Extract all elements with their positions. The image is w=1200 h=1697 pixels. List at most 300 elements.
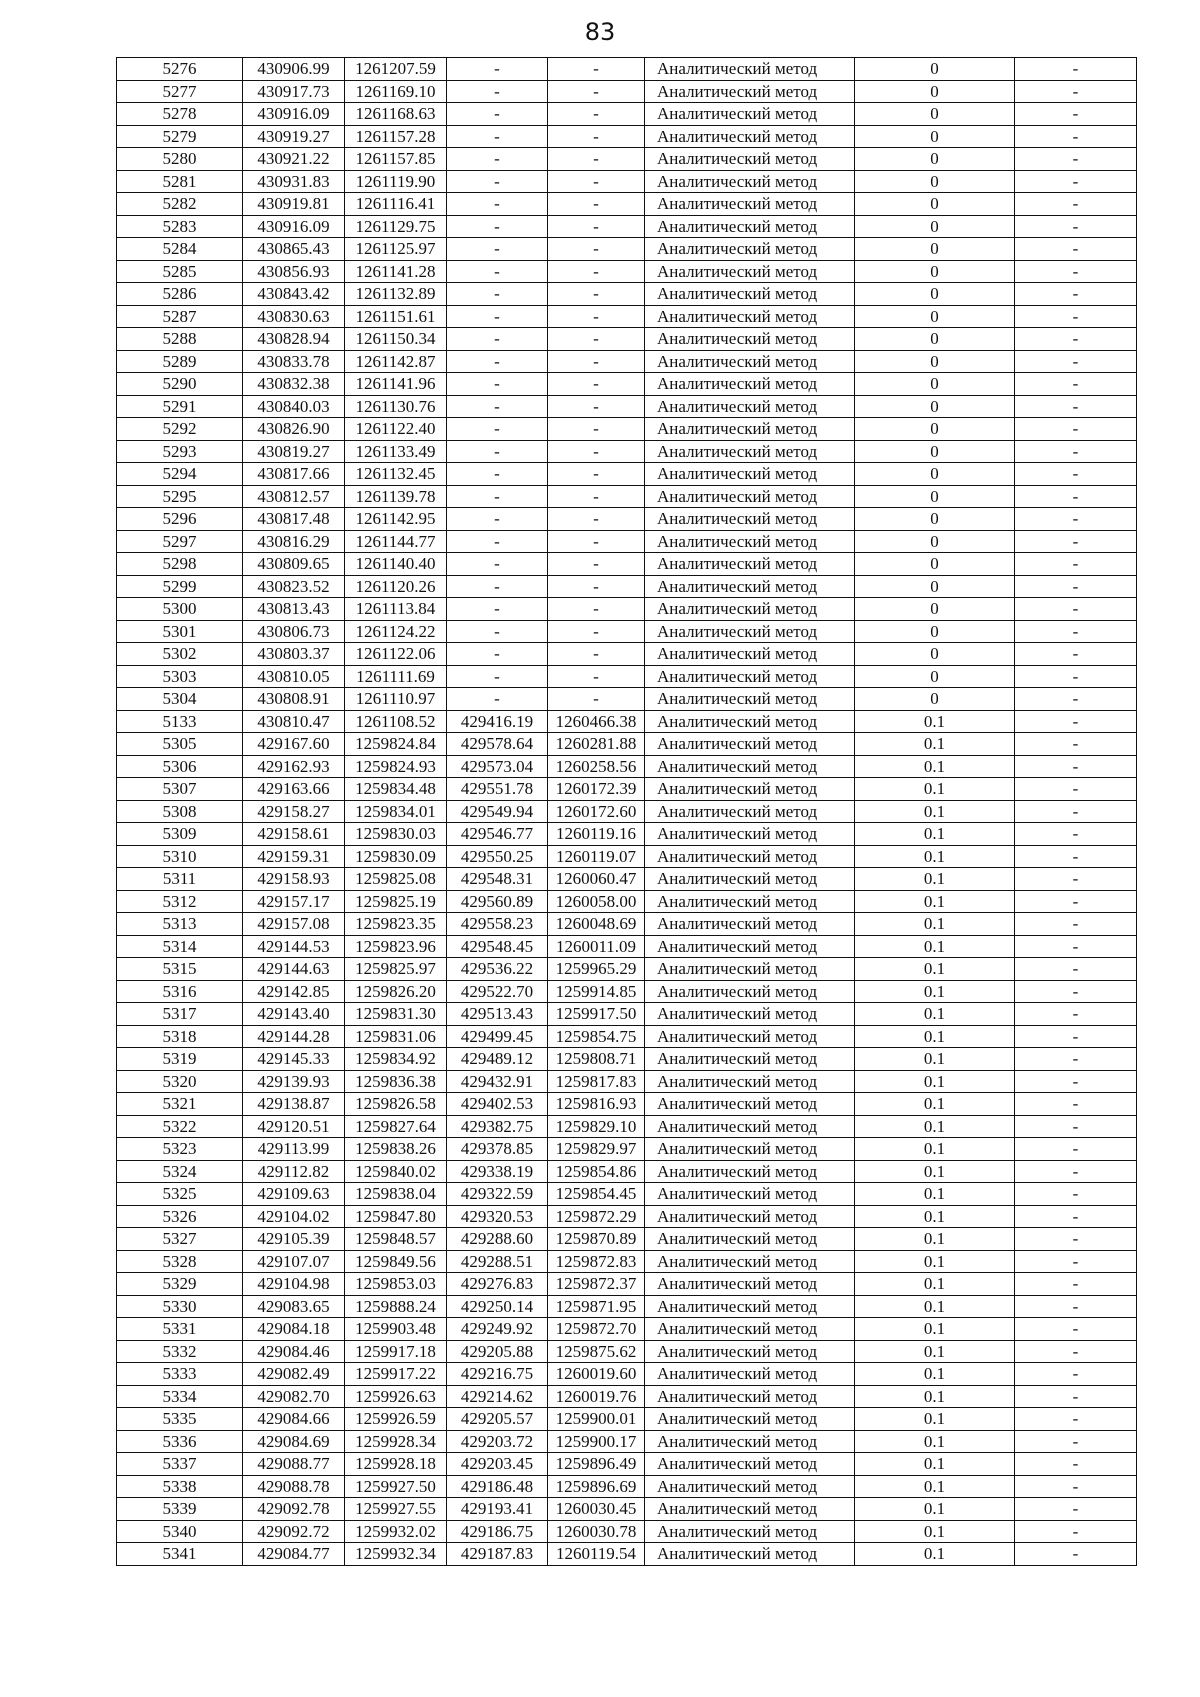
method-cell: Аналитический метод xyxy=(645,283,855,306)
y-coordinate-cell: 1261168.63 xyxy=(345,103,447,126)
y-old-cell: 1260281.88 xyxy=(548,733,645,756)
y-old-cell: 1259854.45 xyxy=(548,1183,645,1206)
error-cell: 0.1 xyxy=(855,1070,1015,1093)
x-old-cell: 429216.75 xyxy=(447,1363,548,1386)
table-row xyxy=(117,260,1137,283)
note-cell: - xyxy=(1015,1430,1137,1453)
x-old-cell: 429378.85 xyxy=(447,1138,548,1161)
y-old-cell: - xyxy=(548,170,645,193)
y-coordinate-cell: 1259838.04 xyxy=(345,1183,447,1206)
x-old-cell: 429338.19 xyxy=(447,1160,548,1183)
y-coordinate-cell: 1259847.80 xyxy=(345,1205,447,1228)
point-number-cell: 5306 xyxy=(117,755,243,778)
x-coordinate-cell: 430826.90 xyxy=(243,418,345,441)
y-coordinate-cell: 1259849.56 xyxy=(345,1250,447,1273)
table-row xyxy=(117,1453,1137,1476)
table-row xyxy=(117,800,1137,823)
point-number-cell: 5297 xyxy=(117,530,243,553)
y-old-cell: 1260119.54 xyxy=(548,1543,645,1566)
point-number-cell: 5335 xyxy=(117,1408,243,1431)
table-row xyxy=(117,845,1137,868)
y-coordinate-cell: 1259834.92 xyxy=(345,1048,447,1071)
x-coordinate-cell: 430865.43 xyxy=(243,238,345,261)
note-cell: - xyxy=(1015,1340,1137,1363)
y-old-cell: - xyxy=(548,395,645,418)
x-coordinate-cell: 429157.17 xyxy=(243,890,345,913)
note-cell: - xyxy=(1015,58,1137,81)
table-row xyxy=(117,1295,1137,1318)
error-cell: 0 xyxy=(855,553,1015,576)
error-cell: 0.1 xyxy=(855,890,1015,913)
note-cell: - xyxy=(1015,1520,1137,1543)
y-old-cell: - xyxy=(548,125,645,148)
table-row xyxy=(117,193,1137,216)
x-coordinate-cell: 430840.03 xyxy=(243,395,345,418)
point-number-cell: 5322 xyxy=(117,1115,243,1138)
x-old-cell: - xyxy=(447,373,548,396)
y-coordinate-cell: 1259834.48 xyxy=(345,778,447,801)
y-coordinate-cell: 1259826.58 xyxy=(345,1093,447,1116)
y-old-cell: - xyxy=(548,553,645,576)
method-cell: Аналитический метод xyxy=(645,1048,855,1071)
method-cell: Аналитический метод xyxy=(645,1453,855,1476)
error-cell: 0.1 xyxy=(855,845,1015,868)
method-cell: Аналитический метод xyxy=(645,485,855,508)
method-cell: Аналитический метод xyxy=(645,1093,855,1116)
note-cell: - xyxy=(1015,350,1137,373)
x-old-cell: - xyxy=(447,418,548,441)
x-old-cell: - xyxy=(447,328,548,351)
note-cell: - xyxy=(1015,890,1137,913)
x-coordinate-cell: 430916.09 xyxy=(243,215,345,238)
error-cell: 0 xyxy=(855,418,1015,441)
y-old-cell: 1259872.37 xyxy=(548,1273,645,1296)
x-coordinate-cell: 429112.82 xyxy=(243,1160,345,1183)
error-cell: 0 xyxy=(855,125,1015,148)
y-coordinate-cell: 1259917.22 xyxy=(345,1363,447,1386)
x-coordinate-cell: 429138.87 xyxy=(243,1093,345,1116)
x-old-cell: 429249.92 xyxy=(447,1318,548,1341)
table-row xyxy=(117,1025,1137,1048)
y-coordinate-cell: 1259825.08 xyxy=(345,868,447,891)
point-number-cell: 5133 xyxy=(117,710,243,733)
x-old-cell: 429288.51 xyxy=(447,1250,548,1273)
error-cell: 0 xyxy=(855,350,1015,373)
note-cell: - xyxy=(1015,1408,1137,1431)
x-old-cell: - xyxy=(447,665,548,688)
y-old-cell: 1259872.70 xyxy=(548,1318,645,1341)
note-cell: - xyxy=(1015,665,1137,688)
x-old-cell: 429560.89 xyxy=(447,890,548,913)
error-cell: 0.1 xyxy=(855,1115,1015,1138)
x-old-cell: 429187.83 xyxy=(447,1543,548,1566)
x-old-cell: 429499.45 xyxy=(447,1025,548,1048)
y-coordinate-cell: 1259825.19 xyxy=(345,890,447,913)
note-cell: - xyxy=(1015,643,1137,666)
x-coordinate-cell: 430819.27 xyxy=(243,440,345,463)
y-old-cell: - xyxy=(548,193,645,216)
note-cell: - xyxy=(1015,1543,1137,1566)
point-number-cell: 5294 xyxy=(117,463,243,486)
x-coordinate-cell: 429107.07 xyxy=(243,1250,345,1273)
table-row xyxy=(117,665,1137,688)
x-coordinate-cell: 430856.93 xyxy=(243,260,345,283)
error-cell: 0.1 xyxy=(855,1250,1015,1273)
table-row xyxy=(117,283,1137,306)
x-coordinate-cell: 430806.73 xyxy=(243,620,345,643)
y-coordinate-cell: 1261113.84 xyxy=(345,598,447,621)
x-old-cell: 429558.23 xyxy=(447,913,548,936)
error-cell: 0.1 xyxy=(855,1228,1015,1251)
note-cell: - xyxy=(1015,1295,1137,1318)
y-old-cell: 1260019.76 xyxy=(548,1385,645,1408)
point-number-cell: 5326 xyxy=(117,1205,243,1228)
x-coordinate-cell: 429105.39 xyxy=(243,1228,345,1251)
table-row xyxy=(117,1543,1137,1566)
note-cell: - xyxy=(1015,620,1137,643)
method-cell: Аналитический метод xyxy=(645,463,855,486)
x-coordinate-cell: 429145.33 xyxy=(243,1048,345,1071)
x-coordinate-cell: 429113.99 xyxy=(243,1138,345,1161)
table-row xyxy=(117,440,1137,463)
error-cell: 0 xyxy=(855,440,1015,463)
y-old-cell: - xyxy=(548,80,645,103)
table-row xyxy=(117,170,1137,193)
y-coordinate-cell: 1259917.18 xyxy=(345,1340,447,1363)
y-old-cell: 1260058.00 xyxy=(548,890,645,913)
method-cell: Аналитический метод xyxy=(645,553,855,576)
x-coordinate-cell: 430823.52 xyxy=(243,575,345,598)
x-old-cell: - xyxy=(447,215,548,238)
y-old-cell: 1260119.07 xyxy=(548,845,645,868)
error-cell: 0.1 xyxy=(855,755,1015,778)
error-cell: 0.1 xyxy=(855,958,1015,981)
y-coordinate-cell: 1261207.59 xyxy=(345,58,447,81)
note-cell: - xyxy=(1015,170,1137,193)
note-cell: - xyxy=(1015,1138,1137,1161)
x-old-cell: 429186.48 xyxy=(447,1475,548,1498)
method-cell: Аналитический метод xyxy=(645,1003,855,1026)
point-number-cell: 5292 xyxy=(117,418,243,441)
x-old-cell: 429186.75 xyxy=(447,1520,548,1543)
y-coordinate-cell: 1259903.48 xyxy=(345,1318,447,1341)
y-old-cell: 1259965.29 xyxy=(548,958,645,981)
method-cell: Аналитический метод xyxy=(645,1543,855,1566)
table-row xyxy=(117,1115,1137,1138)
error-cell: 0.1 xyxy=(855,1160,1015,1183)
x-coordinate-cell: 429139.93 xyxy=(243,1070,345,1093)
table-row xyxy=(117,1183,1137,1206)
x-coordinate-cell: 429142.85 xyxy=(243,980,345,1003)
error-cell: 0 xyxy=(855,643,1015,666)
note-cell: - xyxy=(1015,125,1137,148)
method-cell: Аналитический метод xyxy=(645,890,855,913)
table-row xyxy=(117,755,1137,778)
x-old-cell: - xyxy=(447,350,548,373)
x-coordinate-cell: 430916.09 xyxy=(243,103,345,126)
y-coordinate-cell: 1259824.93 xyxy=(345,755,447,778)
note-cell: - xyxy=(1015,373,1137,396)
note-cell: - xyxy=(1015,215,1137,238)
error-cell: 0 xyxy=(855,508,1015,531)
y-old-cell: - xyxy=(548,283,645,306)
table-row xyxy=(117,1048,1137,1071)
error-cell: 0 xyxy=(855,575,1015,598)
x-old-cell: 429573.04 xyxy=(447,755,548,778)
table-row xyxy=(117,373,1137,396)
y-old-cell: - xyxy=(548,215,645,238)
table-row xyxy=(117,1205,1137,1228)
x-old-cell: 429432.91 xyxy=(447,1070,548,1093)
error-cell: 0.1 xyxy=(855,1453,1015,1476)
y-coordinate-cell: 1261130.76 xyxy=(345,395,447,418)
error-cell: 0 xyxy=(855,373,1015,396)
point-number-cell: 5286 xyxy=(117,283,243,306)
y-coordinate-cell: 1259827.64 xyxy=(345,1115,447,1138)
point-number-cell: 5328 xyxy=(117,1250,243,1273)
x-coordinate-cell: 430808.91 xyxy=(243,688,345,711)
x-old-cell: - xyxy=(447,305,548,328)
method-cell: Аналитический метод xyxy=(645,1385,855,1408)
table-row xyxy=(117,1385,1137,1408)
y-old-cell: - xyxy=(548,688,645,711)
method-cell: Аналитический метод xyxy=(645,1160,855,1183)
table-row xyxy=(117,598,1137,621)
table-row xyxy=(117,935,1137,958)
note-cell: - xyxy=(1015,800,1137,823)
point-number-cell: 5279 xyxy=(117,125,243,148)
x-coordinate-cell: 430830.63 xyxy=(243,305,345,328)
x-coordinate-cell: 430816.29 xyxy=(243,530,345,553)
y-old-cell: - xyxy=(548,643,645,666)
method-cell: Аналитический метод xyxy=(645,260,855,283)
y-coordinate-cell: 1259848.57 xyxy=(345,1228,447,1251)
error-cell: 0.1 xyxy=(855,1543,1015,1566)
note-cell: - xyxy=(1015,103,1137,126)
method-cell: Аналитический метод xyxy=(645,1250,855,1273)
y-old-cell: - xyxy=(548,508,645,531)
error-cell: 0.1 xyxy=(855,1520,1015,1543)
x-coordinate-cell: 429092.78 xyxy=(243,1498,345,1521)
x-coordinate-cell: 430833.78 xyxy=(243,350,345,373)
x-coordinate-cell: 429082.70 xyxy=(243,1385,345,1408)
y-old-cell: - xyxy=(548,58,645,81)
y-old-cell: 1260119.16 xyxy=(548,823,645,846)
note-cell: - xyxy=(1015,485,1137,508)
error-cell: 0.1 xyxy=(855,1363,1015,1386)
x-old-cell: 429203.45 xyxy=(447,1453,548,1476)
point-number-cell: 5324 xyxy=(117,1160,243,1183)
y-coordinate-cell: 1259830.09 xyxy=(345,845,447,868)
x-old-cell: 429548.45 xyxy=(447,935,548,958)
point-number-cell: 5299 xyxy=(117,575,243,598)
x-coordinate-cell: 429088.77 xyxy=(243,1453,345,1476)
method-cell: Аналитический метод xyxy=(645,1205,855,1228)
error-cell: 0.1 xyxy=(855,868,1015,891)
method-cell: Аналитический метод xyxy=(645,1273,855,1296)
table-row xyxy=(117,508,1137,531)
method-cell: Аналитический метод xyxy=(645,1498,855,1521)
note-cell: - xyxy=(1015,845,1137,868)
x-coordinate-cell: 429104.98 xyxy=(243,1273,345,1296)
point-number-cell: 5331 xyxy=(117,1318,243,1341)
note-cell: - xyxy=(1015,1093,1137,1116)
method-cell: Аналитический метод xyxy=(645,1340,855,1363)
point-number-cell: 5315 xyxy=(117,958,243,981)
x-old-cell: - xyxy=(447,80,548,103)
y-old-cell: 1259871.95 xyxy=(548,1295,645,1318)
table-row xyxy=(117,350,1137,373)
x-old-cell: 429322.59 xyxy=(447,1183,548,1206)
y-coordinate-cell: 1261144.77 xyxy=(345,530,447,553)
table-row xyxy=(117,1228,1137,1251)
method-cell: Аналитический метод xyxy=(645,1408,855,1431)
x-old-cell: - xyxy=(447,170,548,193)
x-old-cell: - xyxy=(447,485,548,508)
point-number-cell: 5329 xyxy=(117,1273,243,1296)
y-coordinate-cell: 1259932.34 xyxy=(345,1543,447,1566)
note-cell: - xyxy=(1015,238,1137,261)
error-cell: 0.1 xyxy=(855,1475,1015,1498)
y-old-cell: - xyxy=(548,575,645,598)
table-row xyxy=(117,80,1137,103)
y-coordinate-cell: 1259927.50 xyxy=(345,1475,447,1498)
x-coordinate-cell: 429084.66 xyxy=(243,1408,345,1431)
y-coordinate-cell: 1259836.38 xyxy=(345,1070,447,1093)
y-old-cell: 1259917.50 xyxy=(548,1003,645,1026)
note-cell: - xyxy=(1015,1453,1137,1476)
x-old-cell: 429522.70 xyxy=(447,980,548,1003)
x-coordinate-cell: 429084.46 xyxy=(243,1340,345,1363)
method-cell: Аналитический метод xyxy=(645,710,855,733)
table-row xyxy=(117,125,1137,148)
table-row xyxy=(117,553,1137,576)
x-old-cell: 429489.12 xyxy=(447,1048,548,1071)
y-coordinate-cell: 1259830.03 xyxy=(345,823,447,846)
method-cell: Аналитический метод xyxy=(645,845,855,868)
y-old-cell: - xyxy=(548,148,645,171)
y-coordinate-cell: 1261142.95 xyxy=(345,508,447,531)
point-number-cell: 5320 xyxy=(117,1070,243,1093)
y-old-cell: 1259816.93 xyxy=(548,1093,645,1116)
y-old-cell: 1260011.09 xyxy=(548,935,645,958)
method-cell: Аналитический метод xyxy=(645,58,855,81)
x-coordinate-cell: 429159.31 xyxy=(243,845,345,868)
point-number-cell: 5337 xyxy=(117,1453,243,1476)
method-cell: Аналитический метод xyxy=(645,935,855,958)
error-cell: 0.1 xyxy=(855,1183,1015,1206)
y-coordinate-cell: 1259826.20 xyxy=(345,980,447,1003)
x-old-cell: - xyxy=(447,530,548,553)
page-number: 83 xyxy=(584,18,616,46)
point-number-cell: 5309 xyxy=(117,823,243,846)
method-cell: Аналитический метод xyxy=(645,395,855,418)
note-cell: - xyxy=(1015,463,1137,486)
x-coordinate-cell: 429092.72 xyxy=(243,1520,345,1543)
x-coordinate-cell: 429109.63 xyxy=(243,1183,345,1206)
point-number-cell: 5310 xyxy=(117,845,243,868)
point-number-cell: 5304 xyxy=(117,688,243,711)
x-old-cell: - xyxy=(447,395,548,418)
note-cell: - xyxy=(1015,913,1137,936)
y-old-cell: 1260060.47 xyxy=(548,868,645,891)
note-cell: - xyxy=(1015,1228,1137,1251)
x-old-cell: 429205.88 xyxy=(447,1340,548,1363)
x-coordinate-cell: 429082.49 xyxy=(243,1363,345,1386)
note-cell: - xyxy=(1015,328,1137,351)
table-row xyxy=(117,620,1137,643)
table-row xyxy=(117,328,1137,351)
x-coordinate-cell: 430931.83 xyxy=(243,170,345,193)
y-coordinate-cell: 1261141.96 xyxy=(345,373,447,396)
table-row xyxy=(117,688,1137,711)
error-cell: 0.1 xyxy=(855,778,1015,801)
error-cell: 0.1 xyxy=(855,823,1015,846)
point-number-cell: 5301 xyxy=(117,620,243,643)
note-cell: - xyxy=(1015,553,1137,576)
x-coordinate-cell: 430810.05 xyxy=(243,665,345,688)
y-coordinate-cell: 1261111.69 xyxy=(345,665,447,688)
y-old-cell: - xyxy=(548,238,645,261)
x-coordinate-cell: 429157.08 xyxy=(243,913,345,936)
note-cell: - xyxy=(1015,395,1137,418)
method-cell: Аналитический метод xyxy=(645,418,855,441)
method-cell: Аналитический метод xyxy=(645,823,855,846)
table-row xyxy=(117,463,1137,486)
x-old-cell: - xyxy=(447,575,548,598)
x-coordinate-cell: 430817.66 xyxy=(243,463,345,486)
method-cell: Аналитический метод xyxy=(645,1295,855,1318)
point-number-cell: 5282 xyxy=(117,193,243,216)
method-cell: Аналитический метод xyxy=(645,733,855,756)
y-coordinate-cell: 1259928.18 xyxy=(345,1453,447,1476)
y-old-cell: - xyxy=(548,328,645,351)
error-cell: 0 xyxy=(855,598,1015,621)
table-row xyxy=(117,868,1137,891)
x-coordinate-cell: 429144.53 xyxy=(243,935,345,958)
table-row xyxy=(117,418,1137,441)
y-coordinate-cell: 1259823.96 xyxy=(345,935,447,958)
x-coordinate-cell: 430810.47 xyxy=(243,710,345,733)
error-cell: 0.1 xyxy=(855,800,1015,823)
y-coordinate-cell: 1261150.34 xyxy=(345,328,447,351)
x-old-cell: - xyxy=(447,508,548,531)
point-number-cell: 5313 xyxy=(117,913,243,936)
y-old-cell: 1259829.10 xyxy=(548,1115,645,1138)
note-cell: - xyxy=(1015,755,1137,778)
table-row xyxy=(117,1363,1137,1386)
x-coordinate-cell: 429163.66 xyxy=(243,778,345,801)
point-number-cell: 5303 xyxy=(117,665,243,688)
note-cell: - xyxy=(1015,1160,1137,1183)
note-cell: - xyxy=(1015,958,1137,981)
note-cell: - xyxy=(1015,260,1137,283)
x-old-cell: - xyxy=(447,440,548,463)
x-coordinate-cell: 430919.27 xyxy=(243,125,345,148)
y-old-cell: 1260048.69 xyxy=(548,913,645,936)
error-cell: 0 xyxy=(855,238,1015,261)
method-cell: Аналитический метод xyxy=(645,1318,855,1341)
point-number-cell: 5327 xyxy=(117,1228,243,1251)
x-old-cell: - xyxy=(447,103,548,126)
y-coordinate-cell: 1261151.61 xyxy=(345,305,447,328)
x-old-cell: 429214.62 xyxy=(447,1385,548,1408)
table-row xyxy=(117,1408,1137,1431)
error-cell: 0 xyxy=(855,688,1015,711)
table-row xyxy=(117,1430,1137,1453)
y-coordinate-cell: 1259932.02 xyxy=(345,1520,447,1543)
x-coordinate-cell: 429144.63 xyxy=(243,958,345,981)
